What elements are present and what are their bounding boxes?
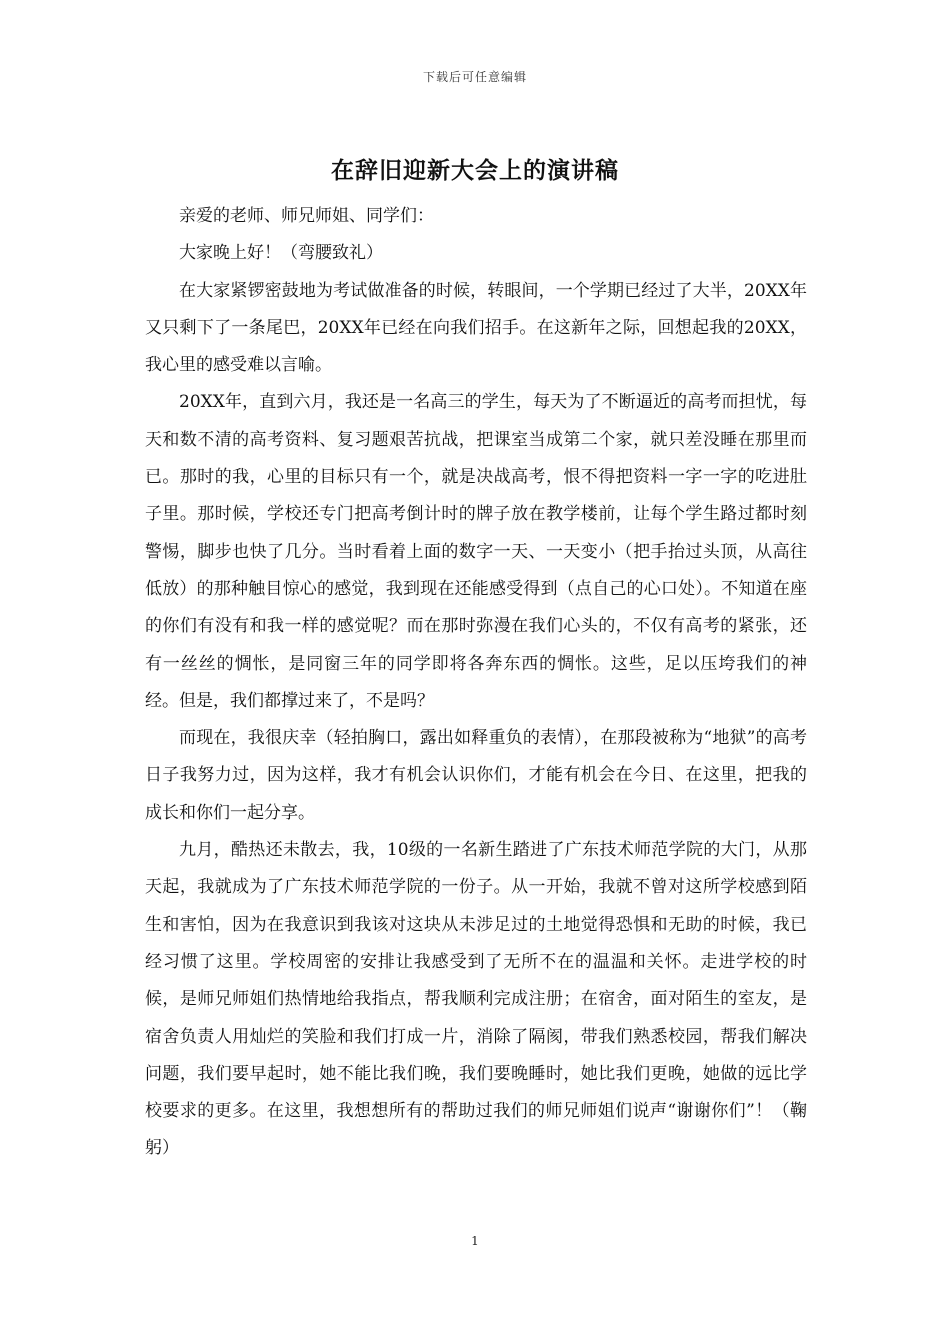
header-note: 下载后可任意编辑 xyxy=(422,70,527,84)
paragraph-2: 20XX年，直到六月，我还是一名高三的学生，每天为了不断逼近的高考而担忧，每天和数不清的高考资料、复习题艰苦抗战，把课室当成第二个家，就只差没睡在那里而已。那时的我，心里的目标只有一个，就是决战高考，恨不得把资料一字一字的吃进肚子里。那时候，学校还专门把高考倒计时的牌子放在教学楼前，让每个学生路过都时刻警惕，脚步也快了几分。当时看着上面的数字一天、一天变小（把手抬过头顶，从高往低放）的那种触目惊心的感觉，我到现在还能感受得到（点自己的心口处）。不知道在座的你们有没有和我一样的感觉呢？而在那时弥漫在我们心头的，不仅有高考的紧张，还有一丝丝的惆怅，是同窗三年的同学即将各奔东西的惆怅。这些，足以压垮我们的神经。但是，我们都撑过来了，不是吗？ xyxy=(145,392,807,711)
paragraph-salutation: 亲爱的老师、师兄师姐、同学们： xyxy=(179,206,434,226)
document-title: 在辞旧迎新大会上的演讲稿 xyxy=(331,157,619,184)
paragraph-4: 九月，酷热还未散去，我，10级的一名新生踏进了广东技术师范学院的大门，从那天起，我就成为了广东技术师范学院的一份子。从一开始，我就不曾对这所学校感到陌生和害怕，因为在我意识到我该对这块从未涉足过的土地觉得恐惧和无助的时候，我已经习惯了这里。学校周密的安排让我感受到了无所不在的温温和关怀。走进学校的时候，是师兄师姐们热情地给我指点，帮我顺利完成注册；在宿舍，面对陌生的室友，是宿舍负责人用灿烂的笑脸和我们打成一片，消除了隔阂，带我们熟悉校园，帮我们解决问题，我们要早起时，她不能比我们晚，我们要晚睡时，她比我们更晚，她做的远比学校要求的更多。在这里，我想想所有的帮助过我们的师兄师姐们说声“谢谢你们”！（鞠躬） xyxy=(145,840,807,1159)
paragraph-1: 在大家紧锣密鼓地为考试做准备的时候，转眼间，一个学期已经过了大半，20XX年又只剩下了一条尾巴，20XX年已经在向我们招手。在这新年之际，回想起我的20XX，我心里的感受难以言喻。 xyxy=(145,280,807,376)
page-number: 1 xyxy=(471,1234,479,1248)
paragraph-3: 而现在，我很庆幸（轻拍胸口，露出如释重负的表情），在那段被称为“地狱”的高考日子我努力过，因为这样，我才有机会认识你们，才能有机会在今日、在这里，把我的成长和你们一起分享。 xyxy=(145,728,807,823)
paragraph-greeting: 大家晚上好！（弯腰致礼） xyxy=(179,243,383,264)
document-body xyxy=(145,198,807,1168)
